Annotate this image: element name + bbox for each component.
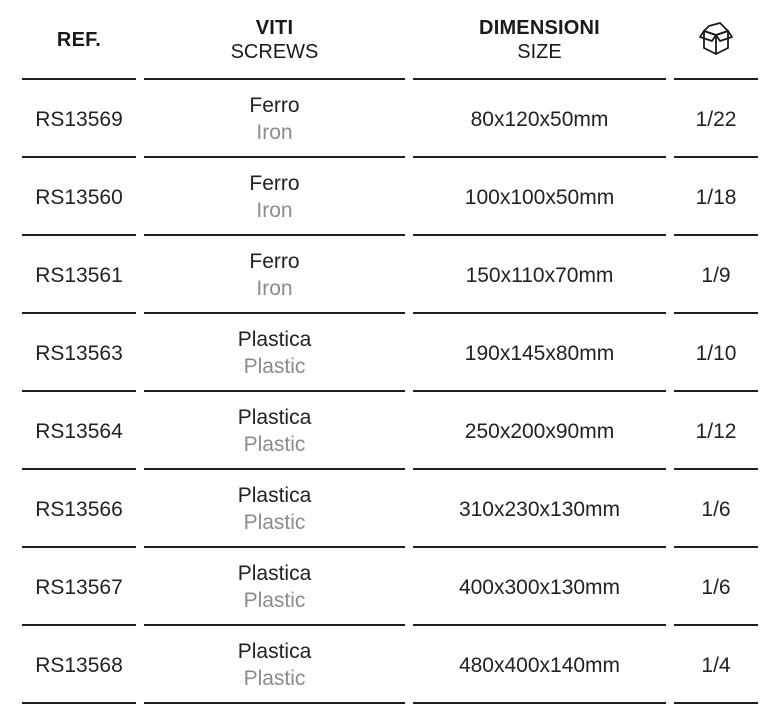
size-value: 480x400x140mm (458, 653, 621, 677)
cell-size (413, 392, 666, 470)
cell-size (413, 314, 666, 392)
cell-pack (674, 392, 758, 470)
cell-ref (22, 470, 136, 548)
size-value: 100x100x50mm (464, 185, 615, 209)
cell-pack (674, 470, 758, 548)
cell-material (144, 470, 405, 548)
material-it: Ferro (249, 172, 300, 195)
cell-ref (22, 392, 136, 470)
size-value: 80x120x50mm (470, 107, 609, 131)
header-pack (674, 0, 758, 80)
cell-pack (674, 626, 758, 704)
cell-material (144, 626, 405, 704)
cell-material (144, 314, 405, 392)
cell-size (413, 470, 666, 548)
size-value: 190x145x80mm (464, 341, 615, 365)
ref-code: RS13567 (35, 575, 123, 599)
ref-code: RS13569 (35, 107, 123, 131)
box-icon (698, 22, 734, 58)
material-it: Plastica (237, 406, 312, 429)
size-value: 310x230x130mm (458, 497, 621, 521)
table-row (0, 236, 770, 314)
table-row (0, 626, 770, 704)
size-value: 150x110x70mm (465, 263, 614, 287)
material-it: Ferro (249, 250, 300, 273)
cell-ref (22, 80, 136, 158)
header-screws-en: SCREWS (230, 41, 319, 63)
cell-ref (22, 626, 136, 704)
pack-value: 1/4 (701, 653, 731, 677)
size-value: 250x200x90mm (464, 419, 615, 443)
cell-size (413, 80, 666, 158)
material-en: Iron (256, 121, 293, 144)
ref-code: RS13561 (35, 263, 123, 287)
ref-code: RS13560 (35, 185, 123, 209)
cell-pack (674, 314, 758, 392)
ref-code: RS13563 (35, 341, 123, 365)
cell-size (413, 236, 666, 314)
table-row (0, 470, 770, 548)
material-it: Plastica (237, 484, 312, 507)
header-ref (22, 0, 136, 80)
header-size (413, 0, 666, 80)
cell-pack (674, 548, 758, 626)
pack-value: 1/10 (695, 341, 737, 365)
cell-ref (22, 314, 136, 392)
material-en: Plastic (243, 433, 306, 456)
ref-code: RS13564 (35, 419, 123, 443)
ref-code: RS13566 (35, 497, 123, 521)
material-en: Plastic (243, 667, 306, 690)
cell-material (144, 80, 405, 158)
cell-material (144, 392, 405, 470)
table-row (0, 392, 770, 470)
header-ref-label: REF. (56, 29, 102, 51)
material-it: Plastica (237, 640, 312, 663)
material-it: Plastica (237, 328, 312, 351)
pack-value: 1/22 (695, 107, 737, 131)
cell-material (144, 548, 405, 626)
cell-size (413, 626, 666, 704)
cell-ref (22, 236, 136, 314)
cell-pack (674, 236, 758, 314)
material-it: Plastica (237, 562, 312, 585)
cell-pack (674, 158, 758, 236)
table-row (0, 314, 770, 392)
material-en: Iron (256, 277, 293, 300)
size-value: 400x300x130mm (458, 575, 621, 599)
material-it: Ferro (249, 94, 300, 117)
cell-size (413, 158, 666, 236)
pack-value: 1/6 (701, 497, 731, 521)
material-en: Plastic (243, 355, 306, 378)
header-screws (144, 0, 405, 80)
table-row (0, 158, 770, 236)
material-en: Plastic (243, 589, 306, 612)
table-row (0, 548, 770, 626)
header-size-it: DIMENSIONI (479, 17, 600, 39)
pack-value: 1/6 (701, 575, 731, 599)
pack-value: 1/9 (701, 263, 731, 287)
ref-code: RS13568 (35, 653, 123, 677)
pack-value: 1/12 (695, 419, 737, 443)
material-en: Plastic (243, 511, 306, 534)
cell-material (144, 158, 405, 236)
material-en: Iron (256, 199, 293, 222)
cell-size (413, 548, 666, 626)
cell-ref (22, 158, 136, 236)
table-header (0, 0, 770, 80)
cell-material (144, 236, 405, 314)
pack-value: 1/18 (695, 185, 737, 209)
header-size-en: SIZE (517, 41, 562, 63)
cell-pack (674, 80, 758, 158)
header-screws-it: VITI (255, 17, 294, 39)
cell-ref (22, 548, 136, 626)
table-row (0, 80, 770, 158)
